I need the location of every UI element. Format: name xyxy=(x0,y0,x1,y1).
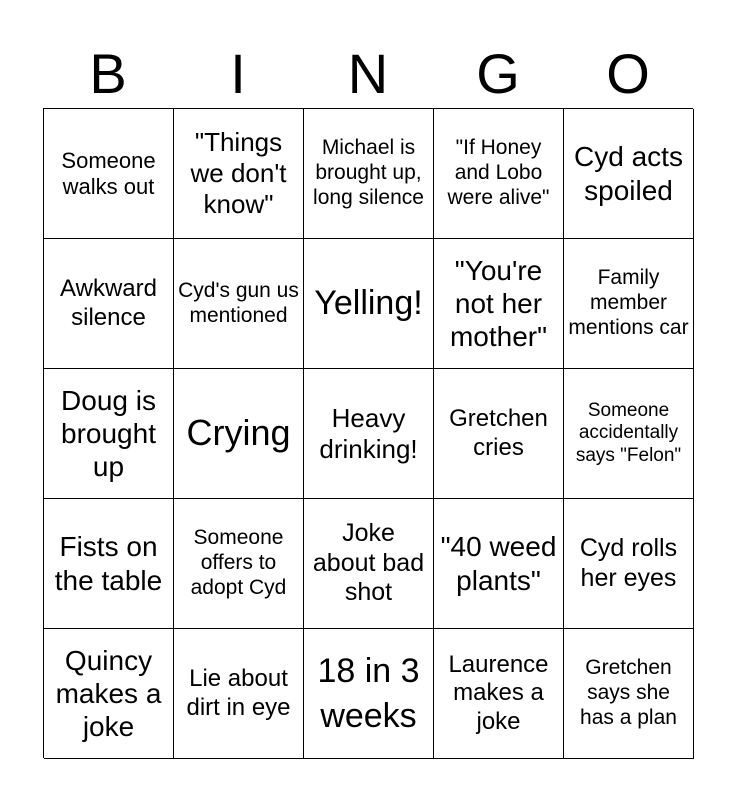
bingo-cell[interactable]: Doug is brought up xyxy=(44,369,174,499)
bingo-cell[interactable]: "40 weed plants" xyxy=(434,499,564,629)
bingo-cell[interactable]: Lie about dirt in eye xyxy=(174,629,304,759)
bingo-cell[interactable]: Cyd acts spoiled xyxy=(564,109,694,239)
bingo-cell[interactable]: Family member mentions car xyxy=(564,239,694,369)
bingo-cell[interactable]: Someone walks out xyxy=(44,109,174,239)
bingo-cell[interactable]: Yelling! xyxy=(304,239,434,369)
bingo-cell[interactable]: Crying xyxy=(174,369,304,499)
bingo-cell[interactable]: Heavy drinking! xyxy=(304,369,434,499)
bingo-cell[interactable]: Fists on the table xyxy=(44,499,174,629)
bingo-cell[interactable]: Cyd rolls her eyes xyxy=(564,499,694,629)
bingo-cell[interactable]: Joke about bad shot xyxy=(304,499,434,629)
bingo-cell[interactable]: "You're not her mother" xyxy=(434,239,564,369)
bingo-cell[interactable]: Someone offers to adopt Cyd xyxy=(174,499,304,629)
bingo-cell[interactable]: Someone accidentally says "Felon" xyxy=(564,369,694,499)
bingo-header xyxy=(43,40,693,108)
bingo-cell[interactable]: "If Honey and Lobo were alive" xyxy=(434,109,564,239)
header-letter-n: N xyxy=(347,42,389,105)
bingo-cell[interactable]: Michael is brought up, long silence xyxy=(304,109,434,239)
header-letter-b: B xyxy=(89,42,127,105)
bingo-cell[interactable]: Gretchen says she has a plan xyxy=(564,629,694,759)
bingo-cell[interactable]: Gretchen cries xyxy=(434,369,564,499)
bingo-cell[interactable]: Quincy makes a joke xyxy=(44,629,174,759)
header-letter-o: O xyxy=(606,42,650,105)
bingo-cell[interactable]: Awkward silence xyxy=(44,239,174,369)
bingo-cell[interactable]: "Things we don't know" xyxy=(174,109,304,239)
bingo-cell[interactable]: Cyd's gun us mentioned xyxy=(174,239,304,369)
header-letter-g: G xyxy=(476,42,520,105)
bingo-cell[interactable]: 18 in 3 weeks xyxy=(304,629,434,759)
bingo-board xyxy=(43,108,693,758)
header-letter-i: I xyxy=(230,42,246,105)
bingo-cell[interactable]: Laurence makes a joke xyxy=(434,629,564,759)
